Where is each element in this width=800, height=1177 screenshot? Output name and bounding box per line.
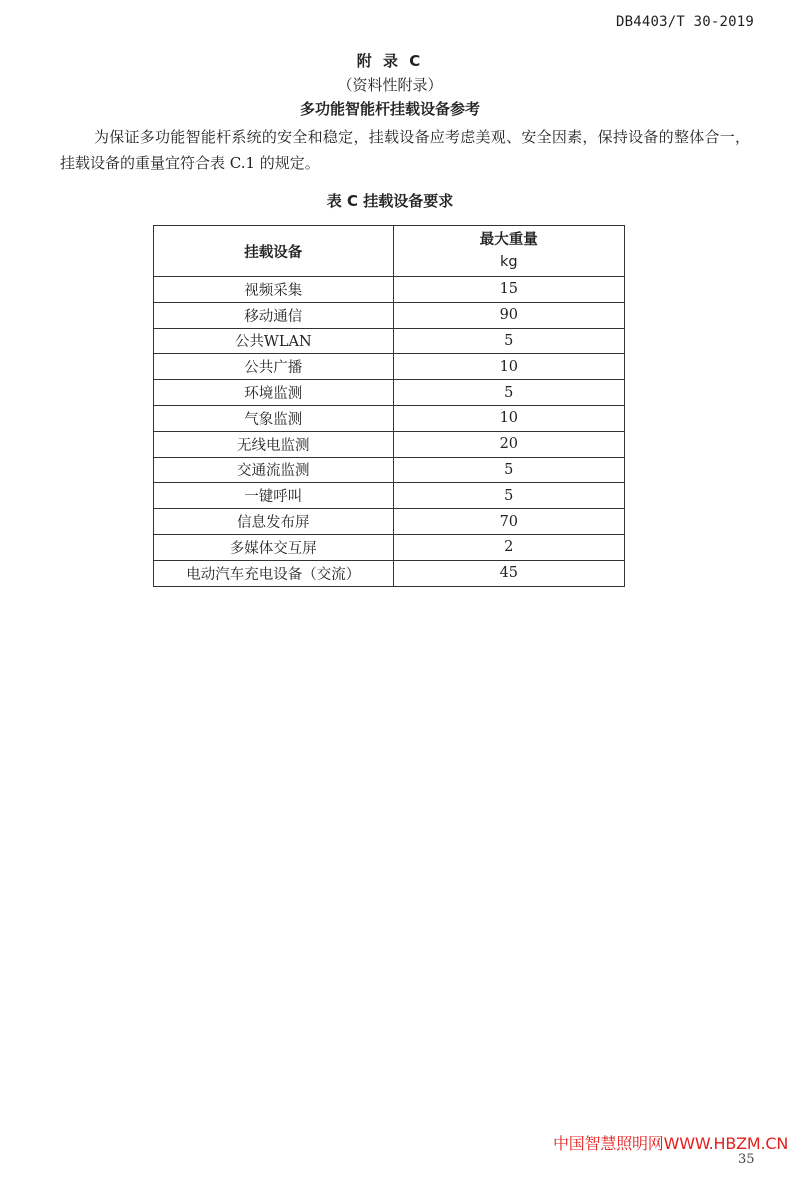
equipment-name: 移动通信 [154, 302, 394, 328]
header-equipment: 挂载设备 [154, 226, 394, 277]
table-header-row [154, 226, 625, 277]
table-caption: 表 C 挂载设备要求 [326, 192, 454, 210]
equipment-name: 环境监测 [154, 380, 394, 406]
equipment-name: 多媒体交互屏 [154, 534, 394, 560]
equipment-weight: 5 [393, 483, 624, 509]
table-row [154, 534, 625, 560]
table-row [154, 457, 625, 483]
equipment-name: 无线电监测 [154, 431, 394, 457]
table-row [154, 431, 625, 457]
table-body [154, 277, 625, 587]
table-row [154, 405, 625, 431]
equipment-weight: 70 [393, 509, 624, 535]
equipment-name: 一键呼叫 [154, 483, 394, 509]
equipment-name: 电动汽车充电设备（交流） [154, 560, 394, 586]
header-max-weight [393, 226, 624, 277]
appendix-title: 多功能智能杆挂载设备参考 [299, 100, 480, 118]
table-row [154, 277, 625, 303]
equipment-weight: 5 [393, 328, 624, 354]
document-code: DB4403/T 30-2019 [615, 14, 754, 30]
equipment-name: 交通流监测 [154, 457, 394, 483]
equipment-weight: 2 [393, 534, 624, 560]
equipment-weight: 5 [393, 380, 624, 406]
table-row [154, 509, 625, 535]
table-row [154, 354, 625, 380]
table-row [154, 302, 625, 328]
equipment-name: 气象监测 [154, 405, 394, 431]
equipment-name: 公共广播 [154, 354, 394, 380]
header-unit: kg [499, 254, 518, 270]
table-row [154, 560, 625, 586]
table-row [154, 380, 625, 406]
appendix-type: （资料性附录） [337, 76, 443, 94]
intro-paragraph: 为保证多功能智能杆系统的安全和稳定，挂载设备应考虑美观、安全因素，保持设备的整体合一，挂载设备的重量宜符合表 C.1 的规定。 [60, 128, 750, 172]
page-number: 35 [738, 1152, 755, 1167]
equipment-weight: 10 [393, 405, 624, 431]
table-row [154, 483, 625, 509]
equipment-weight: 90 [393, 302, 624, 328]
equipment-name: 视频采集 [154, 277, 394, 303]
equipment-weight: 5 [393, 457, 624, 483]
equipment-weight: 15 [393, 277, 624, 303]
table-row [154, 328, 625, 354]
equipment-table [153, 225, 625, 587]
header-max-weight-label: 最大重量 [479, 232, 538, 248]
watermark: 中国智慧照明网WWW.HBZM.CN [553, 1134, 789, 1153]
appendix-heading: 附 录 C [356, 52, 424, 70]
equipment-name: 信息发布屏 [154, 509, 394, 535]
equipment-name: 公共WLAN [154, 328, 394, 354]
equipment-weight: 20 [393, 431, 624, 457]
equipment-weight: 45 [393, 560, 624, 586]
equipment-weight: 10 [393, 354, 624, 380]
